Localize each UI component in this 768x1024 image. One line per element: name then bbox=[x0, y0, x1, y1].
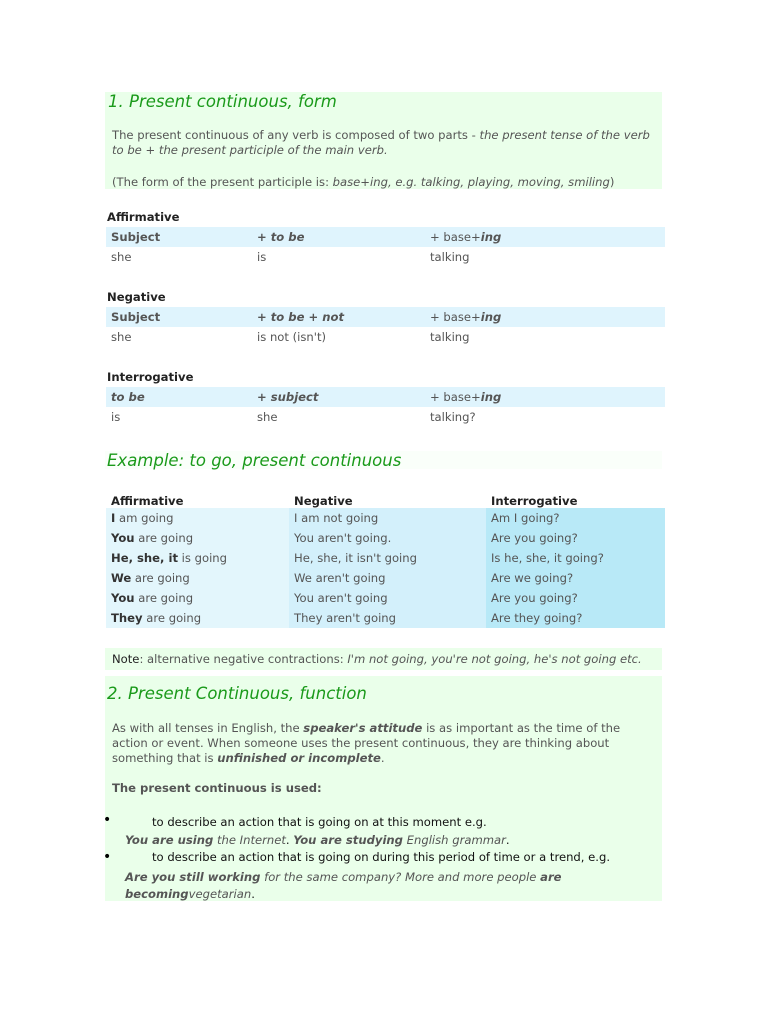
negative-table bbox=[106, 307, 665, 347]
bullet-2-example: Are you still working for the same company? More and more people are becomingvegetarian. bbox=[125, 870, 562, 901]
table-row: she is not (isn't) talking bbox=[111, 330, 470, 344]
bullet-icon: • bbox=[103, 849, 112, 865]
table-row: I am going I am not going Am I going? bbox=[106, 508, 665, 528]
table-header-row: to be + subject + base+ing bbox=[106, 387, 665, 407]
bullet-2-text: to describe an action that is going on during this period of time or a trend, e.g. bbox=[152, 850, 611, 864]
section1-participle: (The form of the present participle is: base+ing, e.g. talking, playing, moving, smiling) bbox=[112, 175, 615, 189]
bullet-icon: • bbox=[103, 812, 112, 828]
table-header-row: Subject + to be + not + base+ing bbox=[106, 307, 665, 327]
table-row: You are going You aren't going Are you going? bbox=[106, 588, 665, 608]
used-label: The present continuous is used: bbox=[112, 781, 322, 795]
section2-paragraph: As with all tenses in English, the speaker's attitude is as important as the time of the action or event. When someone uses the present continuous, they are thinking about something that is unfinished or incomplete. bbox=[112, 721, 621, 765]
bullet-1-text: to describe an action that is going on at this moment e.g. bbox=[152, 815, 487, 829]
section1-intro: The present continuous of any verb is composed of two parts - the present tense of the verb to be + the present participle of the main verb. bbox=[112, 128, 650, 157]
affirmative-table bbox=[106, 227, 665, 267]
example-title: Example: to go, present continuous bbox=[107, 451, 402, 470]
section2-title: 2. Present Continuous, function bbox=[107, 684, 367, 703]
table-row: He, she, it is going He, she, it isn't going Is he, she, it going? bbox=[106, 548, 665, 568]
negative-label: Negative bbox=[107, 290, 166, 304]
section1-title: 1. Present continuous, form bbox=[108, 92, 337, 111]
interrogative-label: Interrogative bbox=[107, 370, 194, 384]
bullet-1-example: You are using the Internet. You are studying English grammar. bbox=[125, 833, 510, 847]
note-text: Note: alternative negative contractions: I'm not going, you're not going, he's not going etc. bbox=[112, 652, 642, 666]
example-header-row: Affirmative Negative Interrogative bbox=[111, 494, 578, 508]
table-row: We are going We aren't going Are we going? bbox=[106, 568, 665, 588]
table-header-row bbox=[106, 227, 665, 247]
example-table bbox=[106, 488, 665, 628]
header-base-ing: + base+ing bbox=[425, 227, 665, 247]
affirmative-label: Affirmative bbox=[107, 210, 180, 224]
table-row: is she talking? bbox=[111, 410, 476, 424]
table-row: You are going You aren't going. Are you going? bbox=[106, 528, 665, 548]
interrogative-table bbox=[106, 387, 665, 427]
table-row: They are going They aren't going Are they going? bbox=[106, 608, 665, 628]
header-to-be: + to be bbox=[257, 230, 305, 244]
table-row: she is talking bbox=[111, 250, 470, 264]
header-subject: Subject bbox=[106, 227, 252, 247]
